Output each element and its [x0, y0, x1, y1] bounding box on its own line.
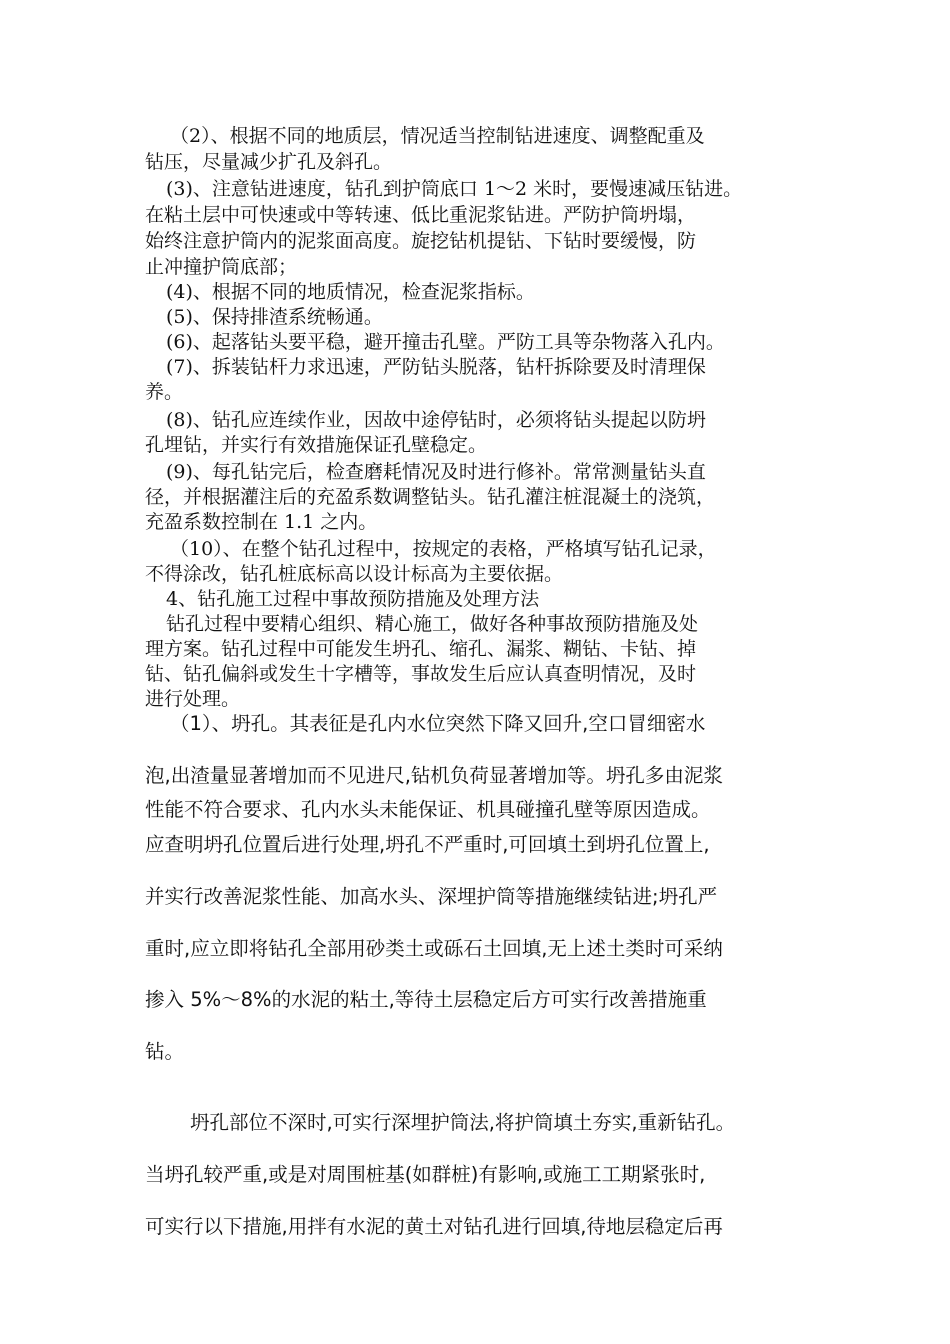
- collapse-paragraph-line-5: 并实行改善泥浆性能、加高水头、深埋护筒等措施继续钻进;坍孔严: [145, 885, 718, 908]
- paragraph-2-line-2: 钻压，尽量减少扩孔及斜孔。: [145, 151, 393, 173]
- paragraph-8-line-2: 孔埋钻，并实行有效措施保证孔壁稳定。: [145, 434, 488, 456]
- paragraph-7-line-1: (7)、拆装钻杆力求迅速，严防钻头脱落，钻杆拆除要及时清理保: [166, 356, 706, 378]
- shallow-collapse-line-2: 当坍孔较严重,或是对周围桩基(如群桩)有影响,或施工工期紧张时,: [145, 1163, 706, 1186]
- collapse-paragraph-line-1: （1）、坍孔。其表征是孔内水位突然下降又回升,空口冒细密水: [170, 712, 706, 735]
- paragraph-4: (4)、根据不同的地质情况，检查泥浆指标。: [166, 281, 535, 303]
- section-4-intro-line-4: 进行处理。: [145, 688, 241, 710]
- paragraph-3-line-3: 始终注意护筒内的泥浆面高度。旋挖钻机提钻、下钻时要缓慢，防: [145, 230, 697, 252]
- paragraph-6: (6)、起落钻头要平稳，避开撞击孔壁。严防工具等杂物落入孔内。: [166, 331, 725, 353]
- paragraph-3-line-2: 在粘土层中可快速或中等转速、低比重泥浆钻进。严防护筒坍塌，: [145, 204, 697, 226]
- paragraph-3-line-1: (3)、注意钻进速度，钻孔到护筒底口 1～2 米时，要慢速减压钻进。: [166, 178, 743, 200]
- paragraph-3-line-4: 止冲撞护筒底部；: [145, 256, 298, 278]
- section-4-heading: 4、钻孔施工过程中事故预防措施及处理方法: [166, 588, 540, 610]
- collapse-paragraph-line-4: 应查明坍孔位置后进行处理,坍孔不严重时,可回填土到坍孔位置上,: [145, 833, 710, 856]
- paragraph-2-line-1: （2）、根据不同的地质层，情况适当控制钻进速度、调整配重及: [170, 125, 705, 147]
- section-4-intro-line-1: 钻孔过程中要精心组织、精心施工，做好各种事故预防措施及处: [166, 613, 699, 635]
- paragraph-10-line-1: （10）、在整个钻孔过程中，按规定的表格，严格填写钻孔记录，: [170, 538, 717, 560]
- paragraph-9-line-2: 径，并根据灌注后的充盈系数调整钻头。钻孔灌注桩混凝土的浇筑，: [145, 486, 716, 508]
- paragraph-9-line-3: 充盈系数控制在 1.1 之内。: [145, 511, 378, 533]
- collapse-paragraph-line-3: 性能不符合要求、孔内水头未能保证、机具碰撞孔壁等原因造成。: [145, 798, 711, 821]
- paragraph-9-line-1: (9)、每孔钻完后，检查磨耗情况及时进行修补。常常测量钻头直: [166, 461, 706, 483]
- shallow-collapse-line-1: 坍孔部位不深时,可实行深埋护筒法,将护筒填土夯实,重新钻孔。: [190, 1111, 736, 1134]
- paragraph-10-line-2: 不得涂改，钻孔桩底标高以设计标高为主要依据。: [145, 563, 564, 585]
- collapse-paragraph-line-8: 钻。: [145, 1040, 185, 1063]
- collapse-paragraph-line-2: 泡,出渣量显著增加而不见进尺,钻机负荷显著增加等。坍孔多由泥浆: [145, 764, 723, 787]
- section-4-intro-line-2: 理方案。钻孔过程中可能发生坍孔、缩孔、漏浆、糊钻、卡钻、掉: [145, 638, 697, 660]
- collapse-paragraph-line-7: 掺入 5%～8%的水泥的粘土,等待土层稳定后方可实行改善措施重: [145, 988, 707, 1011]
- section-4-intro-line-3: 钻、钻孔偏斜或发生十字槽等，事故发生后应认真查明情况，及时: [145, 663, 697, 685]
- paragraph-7-line-2: 养。: [145, 381, 184, 403]
- paragraph-8-line-1: (8)、钻孔应连续作业，因故中途停钻时，必须将钻头提起以防坍: [166, 409, 706, 431]
- shallow-collapse-line-3: 可实行以下措施,用拌有水泥的黄土对钻孔进行回填,待地层稳定后再: [145, 1215, 723, 1238]
- paragraph-5: (5)、保持排渣系统畅通。: [166, 306, 383, 328]
- collapse-paragraph-line-6: 重时,应立即将钻孔全部用砂类土或砾石土回填,无上述土类时可采纳: [145, 937, 723, 960]
